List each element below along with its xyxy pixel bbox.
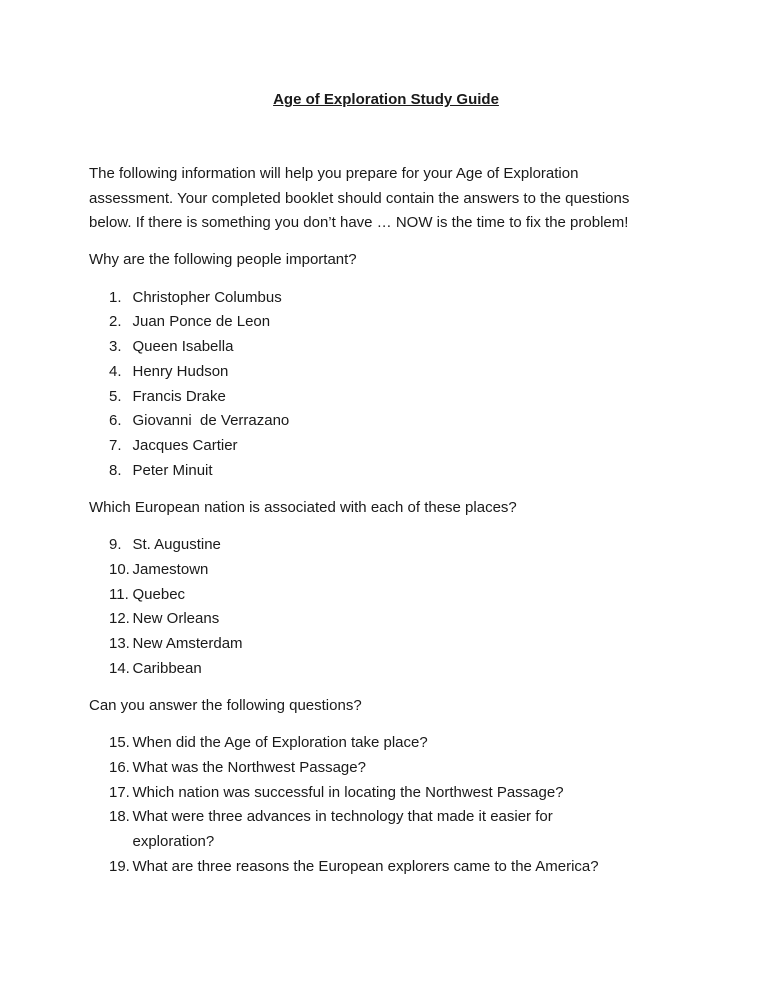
list-item-text: Christopher Columbus: [132, 288, 282, 306]
list-item-text: Which nation was successful in locating the Northwest Passage?: [132, 783, 564, 801]
list-item-text: Peter Minuit: [132, 461, 213, 479]
list-item-number: 9.: [109, 536, 122, 554]
list-item: [109, 558, 683, 583]
list-item-text: Jacques Cartier: [132, 437, 238, 455]
list-item-text: Francis Drake: [132, 387, 226, 405]
list-item-number: 3.: [109, 338, 122, 356]
list-item: [109, 657, 683, 682]
list-item-number: 6.: [109, 412, 122, 430]
list-item: [109, 385, 683, 410]
list-item-number: 19.: [109, 857, 130, 875]
list-item: [109, 731, 683, 756]
list-item-text: Caribbean: [132, 659, 202, 677]
list-item-text: Giovanni de Verrazano: [132, 412, 290, 430]
section-heading: Can you answer the following questions?: [89, 696, 362, 714]
list-item-number: 12.: [109, 610, 130, 628]
list-item-text: New Orleans: [132, 610, 220, 628]
list-item-text: Quebec: [132, 585, 186, 603]
list-item: [109, 756, 683, 781]
list-item: [109, 533, 683, 558]
document-sections: [89, 248, 683, 879]
list-item-number: 4.: [109, 362, 122, 380]
numbered-list: [109, 286, 683, 484]
list-item-text: Jamestown: [132, 560, 209, 578]
list-item: [109, 409, 683, 434]
intro-paragraph: [89, 162, 683, 236]
list-item-text: Henry Hudson: [132, 362, 229, 380]
list-item: [109, 434, 683, 459]
list-item-number: 2.: [109, 313, 122, 331]
intro-line: The following information will help you prepare for your Age of Exploration: [89, 164, 579, 182]
intro-line: assessment. Your completed booklet should contain the answers to the questions: [89, 189, 630, 207]
list-item-number: 15.: [109, 734, 130, 752]
list-item: [109, 459, 683, 484]
numbered-list: [109, 533, 683, 682]
list-item-text: New Amsterdam: [132, 635, 243, 653]
list-item: [109, 855, 683, 880]
intro-line: below. If there is something you don’t have … NOW is the time to fix the problem!: [89, 214, 629, 232]
document-title: Age of Exploration Study Guide: [273, 91, 499, 108]
list-item-number: 1.: [109, 288, 122, 306]
list-item-number: 11.: [109, 585, 129, 603]
list-item-number: 7.: [109, 437, 122, 455]
list-item: [109, 360, 683, 385]
list-item: [109, 335, 683, 360]
list-item-text: What are three reasons the European explorers came to the America?: [132, 857, 599, 875]
list-item: [109, 632, 683, 657]
list-item-number: 13.: [109, 635, 130, 653]
numbered-list: [109, 731, 683, 880]
list-item-number: 5.: [109, 387, 122, 405]
list-item-number: 16.: [109, 758, 130, 776]
list-item-number: 18.: [109, 808, 130, 826]
list-item-text: What was the Northwest Passage?: [132, 758, 366, 776]
list-item-number: 17.: [109, 783, 130, 801]
list-item-text: Juan Ponce de Leon: [132, 313, 271, 331]
list-item: [109, 805, 683, 855]
list-item-text: Queen Isabella: [132, 338, 234, 356]
list-item-text: When did the Age of Exploration take place?: [132, 734, 428, 752]
list-item-number: 14.: [109, 659, 130, 677]
list-item-number: 10.: [109, 560, 130, 578]
section-heading: Why are the following people important?: [89, 251, 357, 269]
list-item: [109, 781, 683, 806]
list-item-text: St. Augustine: [132, 536, 221, 554]
list-item-number: 8.: [109, 461, 122, 479]
section-heading: Which European nation is associated with each of these places?: [89, 498, 517, 516]
list-item: [109, 583, 683, 608]
list-item-text: What were three advances in technology that made it easier for exploration?: [132, 808, 553, 851]
list-item: [109, 607, 683, 632]
list-item: [109, 310, 683, 335]
list-item: [109, 286, 683, 311]
